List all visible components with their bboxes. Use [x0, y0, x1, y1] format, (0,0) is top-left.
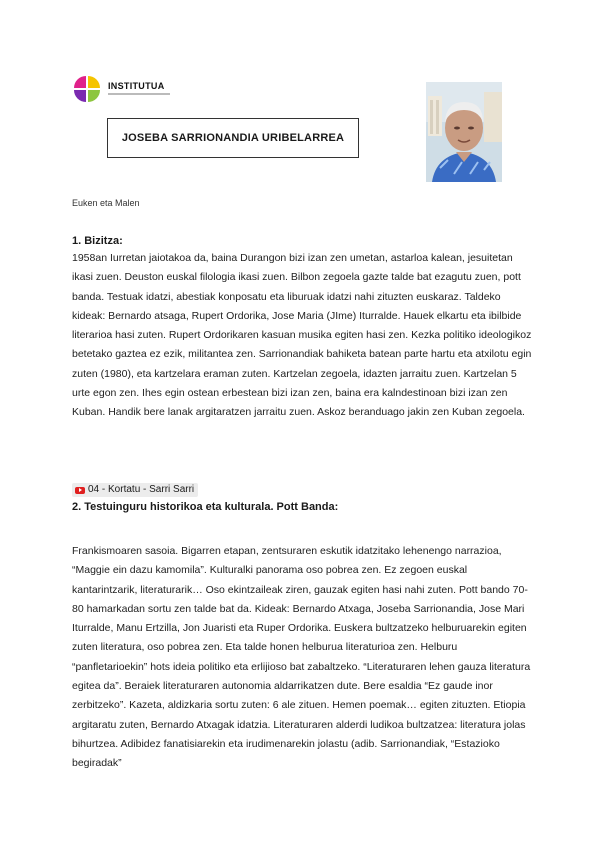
authors-line: Euken eta Malen: [72, 198, 140, 208]
institute-logo: [72, 74, 192, 104]
author-photo: [426, 82, 502, 182]
logo-text: INSTITUTUA: [108, 81, 165, 91]
logo-subtitle-line: [108, 93, 170, 95]
video-link-label: 04 - Kortatu - Sarri Sarri: [88, 484, 195, 495]
logo-mark-icon: [72, 74, 104, 104]
section1-body: 1958an Iurretan jaiotakoa da, baina Durangon bizi izan zen umetan, astarloa kalean, jesuitetan ikasi zuen. Deuston euskal filologia ikasi zuen. Bilbon zegoela gazte talde bat ezagutu zuen, pott banda. Testuak idatzi, abestiak konposatu eta liburuak idatzi nahi zituzten euskaraz. Taldeko kideak: Bernardo atsaga, Rupert Ordorika, Jose Maria (JIme) Iturralde. Hauek elkartu eta ibilbide literarioa hasi zuten. Rupert Ordorikaren kasuan musika egiten hasi zen. Kezka politiko ideologikoz betetako gaztea ez ezik, militantea zen. Sarrionandiak bahiketa batean parte hartu eta atxilotu egin zuten (1980), eta kartzelara eraman zuten. Kartzelan zegoela, idazten jarraitu zuen. Kartzelan 5 urte egon zen. Ihes egin ostean erbestean bizi izan zen, baina era kalndestinoan bizi izan zen Kuban. Handik bere lanak argitaratzen jarraitu zuen. Askoz beranduago jakin zen Kuban zegoela.: [72, 252, 532, 419]
section2-body: Frankismoaren sasoia. Bigarren etapan, zentsuraren eskutik idatzitako lehenengo narrazioa, “Maggie ein dazu kamomila”. Kulturalki panorama oso pobrea zen. Ez zegoen euskal kantarintzarik, literaturarik… Oso ekintzaileak ziren, gauzak egiten hasi nahi zuten. Pott bando 70-80 hamarkadan sortu zen talde bat da. Kideak: Bernardo Atxaga, Joseba Sarrionandia, Jose Mari Iturralde, Manu Ertzilla, Jon Juaristi eta Ruper Ordorika. Euskera bultzatzeko helburuarekin egiten zuten literatura, oso pobrea zen. Eta talde honen helburua literaturioa zen. Helburu “panfletarioekin” hots ideia politiko eta erlijioso bat zabaltzeko. “Literaturaren lehen gauza literatura egitea da”. Beraiek literaturaren autonomia aldarrikatzen dute. Bere esaldia “Ez gaude inor zerbitzeko”. Kazeta, aldizkaria sortu zuten: 6 ale zituen. Hemen poemak… egiten zituzten. Etiopia argitaratu zuten, Bernardo Atxagak idatzia. Literaturaren alderdi ludikoa bultzatzea: literatura jolas bihurtzea. Adibidez fanatisiarekin eta irudimenarekin jolastu (adib. Sarrionandiak, “Estazioko begiradak”: [72, 545, 531, 770]
section2-heading: 2. Testuinguru historikoa eta kulturala. Pott Banda:: [72, 501, 339, 513]
youtube-icon: [75, 487, 85, 494]
video-link[interactable]: [72, 483, 198, 497]
page-title: JOSEBA SARRIONANDIA URIBELARREA: [107, 118, 359, 158]
section1-heading: 1. Bizitza:: [72, 235, 123, 247]
